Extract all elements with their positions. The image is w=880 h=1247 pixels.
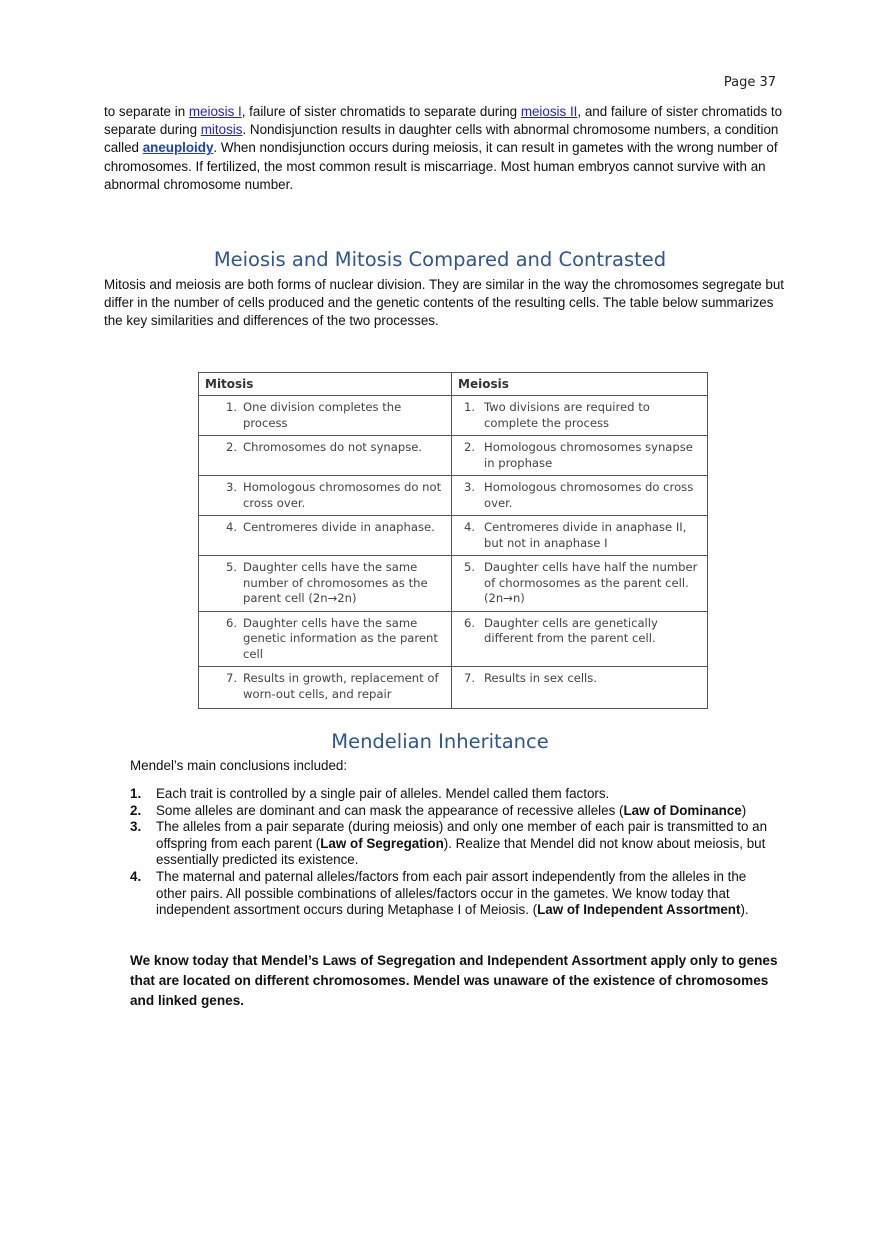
item-number: 7. <box>225 671 237 685</box>
closing-statement: We know today that Mendel’s Laws of Segregation and Independent Assortment apply only to genes that are located on different chromosomes. Mendel was unaware of the existence of chromosomes and linked genes. <box>130 953 778 1008</box>
item-number: 2. <box>225 440 237 454</box>
mitosis-cell <box>199 476 452 516</box>
item-number: 7. <box>464 671 476 685</box>
cell-text: Results in growth, replacement of worn-out cells, and repair <box>243 671 439 701</box>
table-row <box>199 396 708 436</box>
meiosis-cell <box>452 436 708 476</box>
table-row <box>199 436 708 476</box>
table-row <box>199 476 708 516</box>
compare-paragraph: Mitosis and meiosis are both forms of nuclear division. They are similar in the way the chromosomes segregate but differ in the number of cells produced and the genetic contents of the resulting cells. The table below summarizes the key similarities and differences of the two processes. <box>104 277 785 329</box>
law-name: Law of Segregation <box>320 835 444 851</box>
mitosis-cell <box>199 556 452 612</box>
text: to separate in <box>104 104 189 119</box>
mitosis-cell <box>199 396 452 436</box>
list-number: 1. <box>130 786 142 801</box>
text: Each trait is controlled by a single pair of alleles. Mendel called them factors. <box>156 786 610 801</box>
cell-text: Two divisions are required to complete the process <box>484 400 650 430</box>
section-heading-compare: Meiosis and Mitosis Compared and Contrasted <box>213 248 667 271</box>
table-header-row <box>199 373 708 396</box>
cell-text: Homologous chromosomes do not cross over. <box>243 480 442 510</box>
item-number: 5. <box>464 560 476 574</box>
conclusions-list <box>130 786 780 919</box>
list-text <box>156 803 746 820</box>
list-text <box>156 819 780 869</box>
cell-text: Homologous chromosomes synapse in prophase <box>484 440 693 470</box>
item-number: 1. <box>225 400 237 414</box>
section-heading-mendelian: Mendelian Inheritance <box>331 730 549 753</box>
law-name: Law of Dominance <box>623 802 742 818</box>
intro-paragraph <box>104 103 784 194</box>
text: . Nondisjunction results in daughter cells with abnormal chromosome numbers, a condition called <box>104 122 779 156</box>
cell-text: Chromosomes do not synapse. <box>243 440 423 454</box>
cell-text: Centromeres divide in anaphase II, but not in anaphase I <box>484 520 687 550</box>
item-number: 3. <box>225 480 237 494</box>
text: ). <box>740 902 749 918</box>
meiosis-cell <box>452 611 708 667</box>
meiosis-cell <box>452 556 708 612</box>
item-number: 5. <box>225 560 237 574</box>
link-meiosis-1[interactable]: meiosis I <box>188 104 242 119</box>
cell-text: One division completes the process <box>243 400 402 430</box>
comparison-table <box>198 372 708 709</box>
list-number: 3. <box>130 819 142 835</box>
cell-text: Centromeres divide in anaphase. <box>243 520 435 534</box>
mitosis-cell <box>199 611 452 667</box>
law-name: Law of Independent Assortment <box>537 902 741 918</box>
mitosis-cell <box>199 667 452 709</box>
table-row <box>199 667 708 709</box>
item-number: 4. <box>464 520 476 534</box>
link-aneuploidy[interactable]: aneuploidy <box>142 140 214 156</box>
list-item <box>130 786 780 803</box>
cell-text: Daughter cells have the same number of chromosomes as the parent cell (2n→2n) <box>243 560 428 605</box>
meiosis-cell <box>452 396 708 436</box>
cell-text: Results in sex cells. <box>484 671 597 685</box>
text: . When nondisjunction occurs during meiosis, it can result in gametes with the wrong number of chromosomes. If fertilized, the most common result is miscarriage. Most human embryos cannot survive with an abnormal chromosome number. <box>104 140 778 192</box>
list-number: 2. <box>130 802 142 818</box>
item-number: 2. <box>464 440 476 454</box>
list-text <box>156 869 780 919</box>
text: ). Realize that Mendel did not know about meiosis, but essentially predicted its existence. <box>156 835 766 868</box>
text: The alleles from a pair separate (during meiosis) and only one member of each pair is transmitted to an offspring from each parent ( <box>156 819 768 851</box>
mitosis-cell <box>199 516 452 556</box>
text: Some alleles are dominant and can mask the appearance of recessive alleles ( <box>156 802 624 818</box>
meiosis-cell <box>452 516 708 556</box>
meiosis-cell <box>452 476 708 516</box>
meiosis-cell <box>452 667 708 709</box>
list-item <box>130 819 780 869</box>
item-number: 3. <box>464 480 476 494</box>
item-number: 4. <box>225 520 237 534</box>
cell-text: Daughter cells have half the number of chormosomes as the parent cell. (2n→n) <box>484 560 698 605</box>
table-row <box>199 611 708 667</box>
item-number: 1. <box>464 400 476 414</box>
table-row <box>199 516 708 556</box>
cell-text: Daughter cells are genetically different from the parent cell. <box>484 615 658 645</box>
item-number: 6. <box>464 615 476 630</box>
header-meiosis: Meiosis <box>452 373 708 396</box>
text: , failure of sister chromatids to separate during <box>241 104 521 119</box>
cell-text: Daughter cells have the same genetic information as the parent cell <box>243 615 438 661</box>
item-number: 6. <box>225 615 237 630</box>
link-meiosis-2[interactable]: meiosis II <box>520 104 578 119</box>
list-number: 4. <box>130 868 142 884</box>
text: The maternal and paternal alleles/factors from each pair assort independently from the alleles in the other pairs. All possible combinations of alleles/factors occur in the gametes. We know today that independent assortment occurs during Metaphase I of Meiosis. ( <box>156 868 747 918</box>
text: , and failure of sister chromatids to separate during <box>104 104 783 138</box>
cell-text: Homologous chromosomes do cross over. <box>484 480 694 510</box>
mendel-intro: Mendel’s main conclusions included: <box>130 758 348 773</box>
mitosis-cell <box>199 436 452 476</box>
table-row <box>199 556 708 612</box>
list-item <box>130 869 780 919</box>
list-item <box>130 803 780 820</box>
header-mitosis: Mitosis <box>199 373 452 396</box>
link-mitosis[interactable]: mitosis <box>200 122 243 138</box>
text: ) <box>741 802 747 818</box>
list-text <box>156 786 609 803</box>
page-number: Page 37 <box>723 75 776 90</box>
